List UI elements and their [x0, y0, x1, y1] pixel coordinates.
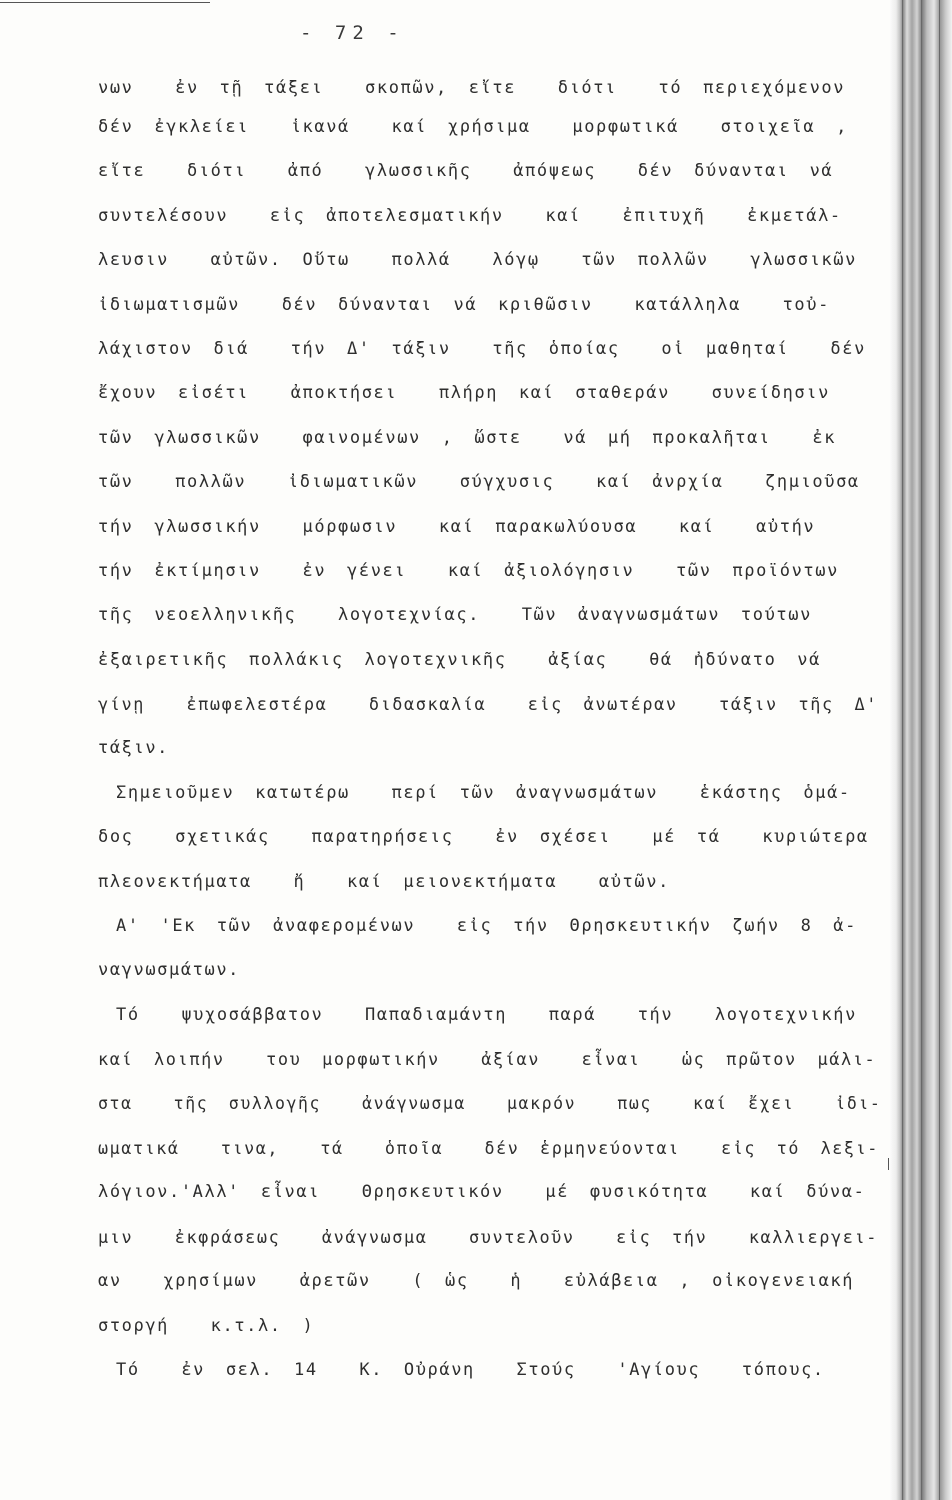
text-line: στοργή κ.τ.λ. )	[98, 1316, 315, 1336]
top-rule	[0, 2, 210, 3]
text-line: μιν ἐκφράσεως ἀνάγνωσμα συντελοῦν εἰς τήν καλλιεργει-	[98, 1227, 878, 1247]
text-line: δος σχετικάς παρατηρήσεις ἐν σχέσει μέ τά κυριώτερα	[98, 827, 869, 847]
text-line: νων ἐν τῇ τάξει σκοπῶν, εἴτε διότι τό περιεχόμενον	[98, 78, 846, 98]
text-line: τάξιν.	[98, 738, 170, 758]
text-line: λάχιστον διά τήν Δ' τάξιν τῆς ὁποίας οἱ μαθηταί δέν	[98, 339, 866, 359]
text-line: ἔχουν εἰσέτι ἀποκτήσει πλήρη καί σταθεράν συνείδησιν	[98, 383, 830, 403]
text-line: πλεονεκτήματα ἤ καί μειονεκτήματα αὐτῶν.	[98, 872, 670, 892]
book-spine-edge	[890, 0, 952, 1500]
text-line: στα τῆς συλλογῆς ἀνάγνωσμα μακρόν πως καί ἔχει ἰδι-	[98, 1094, 882, 1113]
text-line: ναγνωσμάτων.	[98, 960, 241, 980]
margin-mark	[888, 1158, 893, 1170]
spine-line	[939, 0, 940, 1500]
text-line: Σημειοῦμεν κατωτέρω περί τῶν ἀναγνωσμάτων ἑκάστης ὁμά-	[116, 783, 851, 803]
text-line: τήν ἐκτίμησιν ἐν γένει καί ἀξιολόγησιν τῶν προϊόντων	[98, 561, 839, 581]
text-line: τῆς νεοελληνικῆς λογοτεχνίας. Τῶν ἀναγνωσμάτων τούτων	[98, 605, 812, 625]
text-line: δέν ἐγκλείει ἱκανά καί χρήσιμα μορφωτικά στοιχεῖα ,	[98, 117, 848, 137]
text-line: τῶν γλωσσικῶν φαινομένων , ὥστε νά μή προκαλῆται ἐκ	[98, 428, 837, 448]
text-line: λόγιον.'Αλλ' εἶναι Θρησκευτικόν μέ φυσικότητα καί δύνα-	[98, 1182, 866, 1202]
spine-line	[921, 0, 922, 1500]
spine-line	[902, 0, 903, 1500]
text-line: Α' 'Εκ τῶν ἀναφερομένων εἰς τήν Θρησκευτικήν ζωήν 8 ἀ-	[116, 916, 857, 936]
text-line: τήν γλωσσικήν μόρφωσιν καί παρακωλύουσα καί αὐτήν	[98, 517, 816, 537]
text-line: γίνῃ ἐπωφελεστέρα διδασκαλία εἰς ἀνωτέραν τάξιν τῆς Δ'	[98, 694, 878, 714]
text-line: λευσιν αὐτῶν. Οὕτω πολλά λόγῳ τῶν πολλῶν γλωσσικῶν	[98, 250, 857, 270]
text-line: εἴτε διότι ἀπό γλωσσικῆς ἀπόψεως δέν δύνανται νά	[98, 161, 834, 181]
text-line: Τό ἐν σελ. 14 Κ. Οὐράνη Στούς 'Αγίους τόπους.	[116, 1360, 825, 1380]
page-number: - 72 -	[300, 22, 405, 44]
text-line: αν χρησίμων ἀρετῶν ( ὡς ἡ εὐλάβεια , οἰκογενειακή	[98, 1271, 855, 1291]
text-line: Τό ψυχοσάββατον Παπαδιαμάντη παρά τήν λογοτεχνικήν	[116, 1005, 857, 1025]
text-line: ωματικά τινα, τά ὁποῖα δέν ἑρμηνεύονται εἰς τό λεξι-	[98, 1138, 879, 1158]
text-line: ἰδιωματισμῶν δέν δύνανται νά κριθῶσιν κατάλληλα τοὐ-	[98, 295, 830, 315]
text-line: συντελέσουν εἰς ἀποτελεσματικήν καί ἐπιτυχῆ ἐκμετάλ-	[98, 206, 842, 226]
text-line: καί λοιπήν του μορφωτικήν ἀξίαν εἶναι ὡς πρῶτον μάλι-	[98, 1049, 877, 1069]
text-line: τῶν πολλῶν ἰδιωματικῶν σύγχυσις καί ἀνρχία ζημιοῦσα	[98, 472, 860, 492]
text-line: ἐξαιρετικῆς πολλάκις λογοτεχνικῆς ἀξίας θά ἠδύνατο νά	[98, 650, 821, 670]
